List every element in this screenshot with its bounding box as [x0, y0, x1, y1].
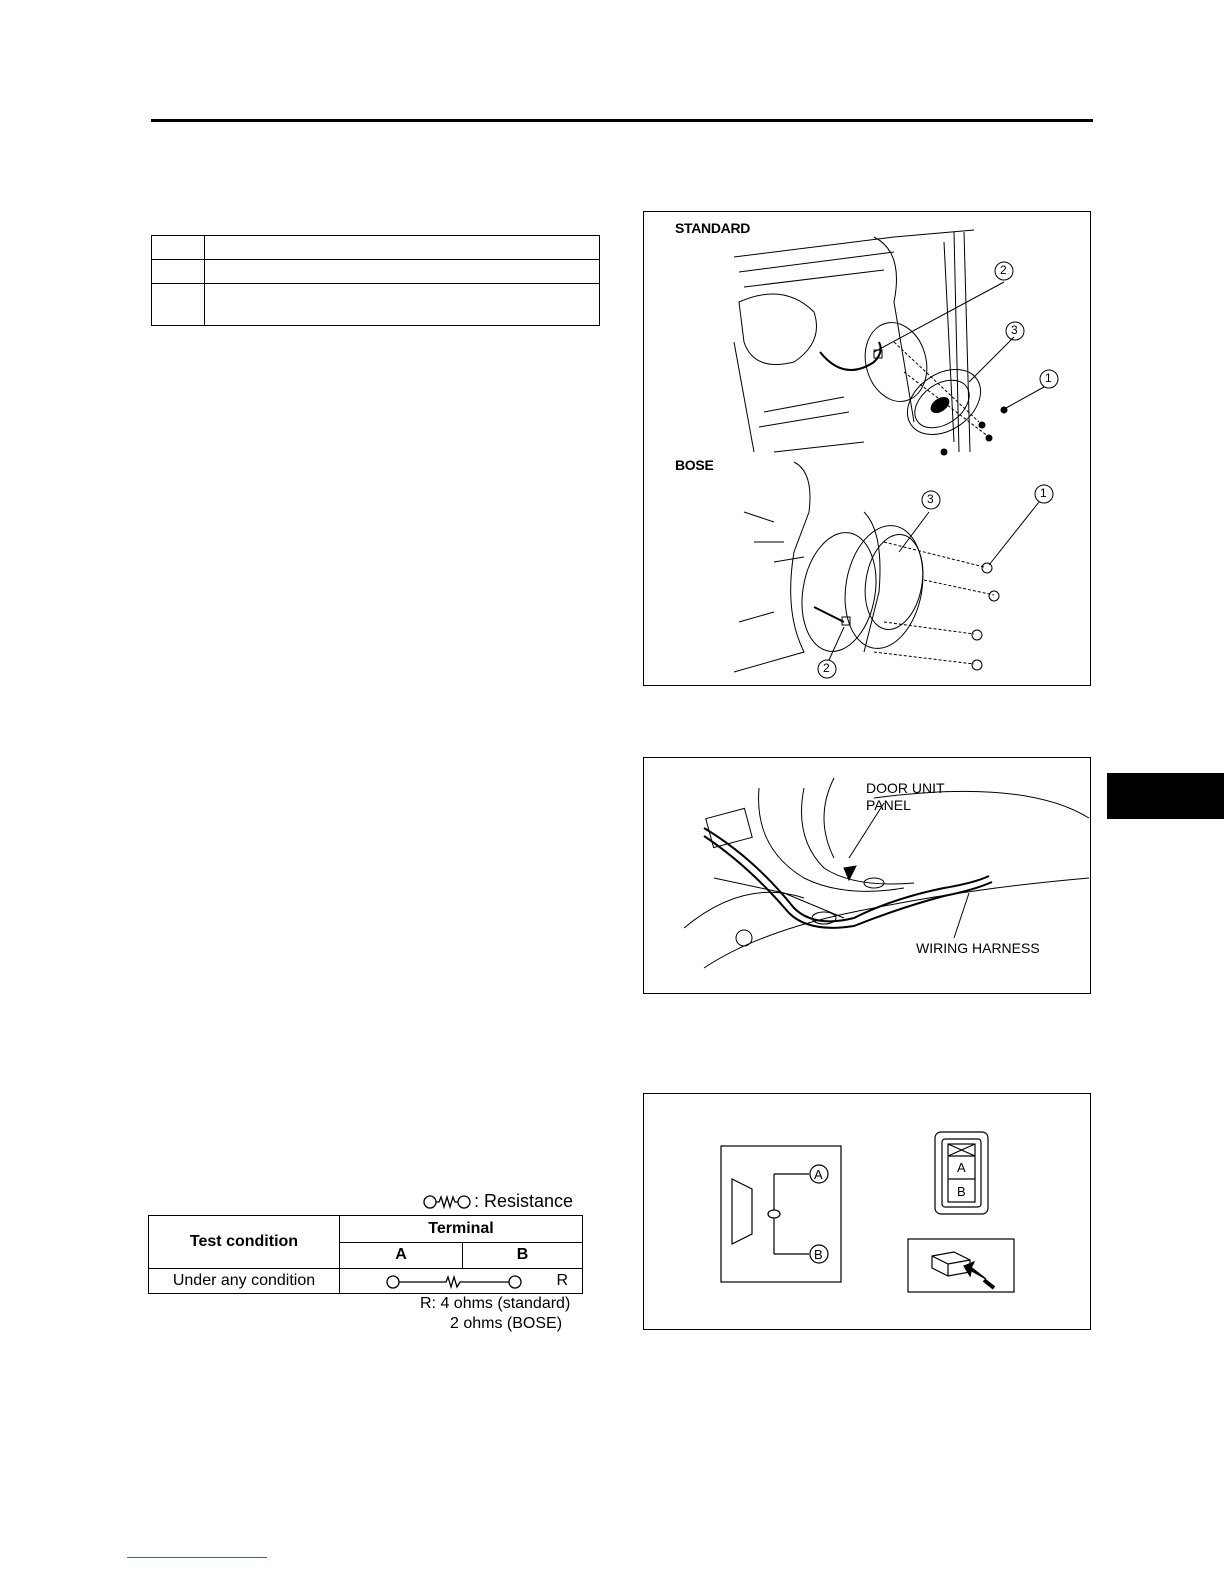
standard-label: STANDARD [675, 220, 751, 236]
callout-1-bose: 1 [1040, 486, 1047, 500]
header-rule [151, 119, 1093, 122]
speaker-figure [643, 211, 1091, 686]
test-condition-header: Test condition [149, 1216, 340, 1269]
callout-1: 1 [1045, 371, 1052, 385]
resistor-symbol-icon [420, 1191, 474, 1213]
callout-2: 2 [1000, 263, 1007, 277]
note-standard: R: 4 ohms (standard) [420, 1295, 571, 1312]
terminal-b-face-label: B [957, 1184, 966, 1199]
condition-cell: Under any condition [149, 1269, 340, 1294]
section-tab [1107, 773, 1224, 819]
resistance-legend [420, 1191, 585, 1213]
callout-3-bose: 3 [927, 492, 934, 506]
terminal-b-circle-label: B [814, 1247, 823, 1262]
terminal-a-circle-label: A [814, 1167, 823, 1182]
footer-link-underline[interactable] [127, 1557, 267, 1558]
terminal-a-header: A [340, 1242, 463, 1269]
terminal-a-face-label: A [957, 1160, 966, 1175]
callout-2-bose: 2 [823, 661, 830, 675]
test-table [148, 1215, 583, 1294]
resistance-notes [420, 1294, 570, 1334]
speaker-illustration [644, 212, 1092, 687]
bose-label: BOSE [675, 457, 714, 473]
blank-table [151, 235, 600, 326]
connector-figure [643, 1093, 1091, 1330]
connector-illustration [644, 1094, 1092, 1331]
panel-label: PANEL [866, 797, 911, 813]
door-unit-label: DOOR UNIT [866, 780, 945, 796]
terminal-header: Terminal [340, 1216, 583, 1243]
resistance-value-symbol: R [556, 1272, 568, 1289]
terminal-result-cell [340, 1269, 583, 1294]
callout-3: 3 [1011, 323, 1018, 337]
note-bose: 2 ohms (BOSE) [450, 1315, 563, 1332]
wiring-harness-label: WIRING HARNESS [916, 940, 1040, 956]
harness-figure [643, 757, 1091, 994]
terminal-b-header: B [463, 1242, 583, 1269]
resistance-legend-text: : Resistance [474, 1191, 574, 1211]
resistance-connection-icon [384, 1272, 524, 1292]
